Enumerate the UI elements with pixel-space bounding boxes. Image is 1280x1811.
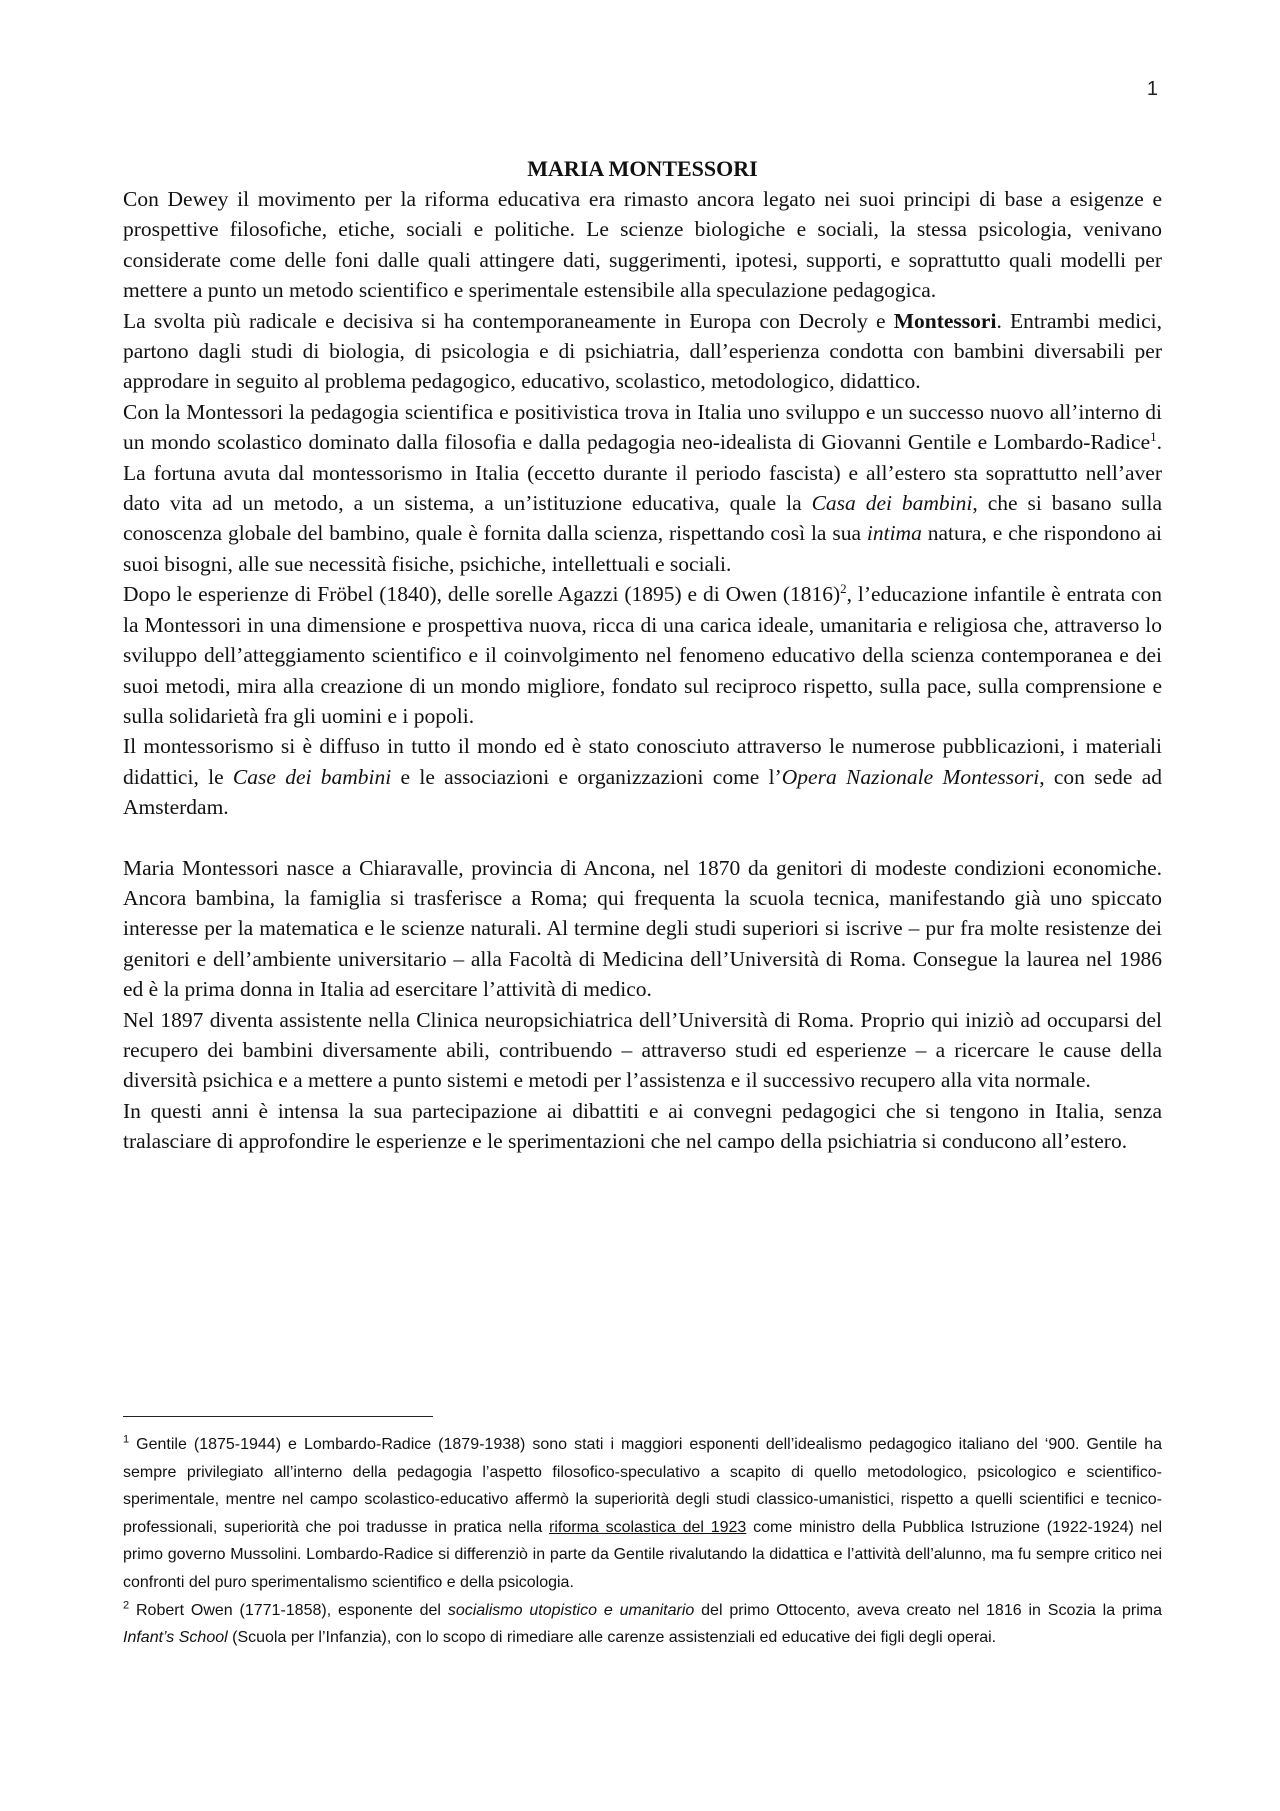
page-number: 1 [1146,78,1158,100]
reform-1923-link[interactable]: riforma scolastica del 1923 [549,1518,747,1536]
document-title: MARIA MONTESSORI [527,156,758,181]
paragraph-1: Con Dewey il movimento per la riforma educativa era rimasto ancora legato nei suoi principi di base a esigenze e prospettive filosofiche, etiche, sociali e politiche. Le scienze biologiche e sociali, la stessa psicologia, venivano considerate come delle foni dalle quali attingere dati, suggerimenti, ipotesi, supporti, e soprattutto quali modelli per mettere a punto un metodo scientifico e sperimentale estensibile alla speculazione pedagogica. [123,187,1162,303]
footnote-ref-2[interactable]: 2 [840,581,847,597]
footnote-separator [123,1416,433,1417]
paragraph-7: Nel 1897 diventa assistente nella Clinica neuropsichiatrica dell’Università di Roma. Proprio qui iniziò ad occuparsi del recupero dei bambini diversamente abili, contribuendo – attraverso studi ed esperienze – a ricercare le cause della diversità psichica e a mettere a punto sistemi e metodi per l’assistenza e il successivo recupero alla vita normale. [123,1007,1162,1093]
paragraph-6: Maria Montessori nasce a Chiaravalle, provincia di Ancona, nel 1870 da genitori di modeste condizioni economiche. Ancora bambina, la famiglia si trasferisce a Roma; qui frequenta la scuola tecnica, manifestando già uno spiccato interesse per la matematica e le scienze naturali. Al termine degli studi superiori si iscrive – pur fra molte resistenze dei genitori e dell’ambiente universitario – alla Facoltà di Medicina dell’Università di Roma. Consegue la laurea nel 1986 ed è la prima donna in Italia ad esercitare l’attività di medico. [123,855,1162,1002]
paragraph-4: Dopo le esperienze di Fröbel (1840), delle sorelle Agazzi (1895) e di Owen $(1816)^2$, l’educazione infantile è entrata con la Montessori in una dimensione e prospettiva nuova, ricca di una carica ideale, umanitaria e religiosa che, attraverso lo sviluppo dell’atteggiamento scientifico e il coinvolgimento nel fenomeno educativo della scienza contemporanea e dei suoi metodi, mira alla creazione di un mondo migliore, fondato sul reciproco rispetto, sulla pace, sulla comprensione e sulla solidarietà fra gli uomini e i popoli. [123,581,1163,728]
body-text [123,184,1162,1157]
paragraph-5: Il montessorismo si è diffuso in tutto il mondo ed è stato conosciuto attraverso le numerose pubblicazioni, i materiali didattici, le Case dei bambini e le associazioni e organizzazioni come l’Opera Nazionale Montessori, con sede ad Amsterdam. [123,734,1163,820]
paragraph-2: La svolta più radicale e decisiva si ha contemporaneamente in Europa con Decroly e Montessori. Entrambi medici, partono dagli studi di biologia, di psicologia e di psichiatria, dall’esperienza condotta con bambini diversabili per approdare in seguito al problema pedagogico, educativo, scolastico, metodologico, didattico. [123,308,1162,394]
paragraph-3: Con la Montessori la pedagogia scientifica e positivistica trova in Italia uno sviluppo e un successo nuovo all’interno di un mondo scolastico dominato dalla filosofia e dalla pedagogia neo-idealista di Giovanni Gentile e Lombardo-Radice$^1$. La fortuna avuta dal montessorismo in Italia (eccetto durante il periodo fascista) e all’estero sta soprattutto nell’aver dato vita ad un metodo, a un sistema, a un’istituzione educativa, quale la Casa dei bambini, che si basano sulla conoscenza globale del bambino, quale è fornita dalla scienza, rispettando così la sua intima natura, e che rispondono ai suoi bisogni, alle sue necessità fisiche, psichiche, intellettuali e sociali. [123,399,1162,576]
footnote-1: $^1$ Gentile (1875-1944) e Lombardo-Radice (1879-1938) sono stati i maggiori esponenti dell’idealismo pedagogico italiano del ‘900. Gentile ha sempre privilegiato all’interno della pedagogia l’aspetto filosofico-speculativo a scapito di quello metodologico, psicologico e scientifico-sperimentale, mentre nel campo scolastico-educativo affermò la superiorità degli studi classico-umanistici, rispetto a quelli scientifici e tecnico-professionali, superiorità che poi tradusse in pratica nella riforma scolastica del 1923 come ministro della Pubblica Istruzione (1922-1924) nel primo governo Mussolini. Lombardo-Radice si differenziò in parte da Gentile rivalutando la didattica e l’attività dell’alunno, ma fu sempre critico nei confronti del puro sperimentalismo scientifico e della psicologia. [123,1433,1163,1591]
footnote-ref-1[interactable]: 1 [1150,429,1157,445]
montessori-bold: Montessori [893,308,997,333]
footnote-2: $^2$ Robert Owen (1771-1858), esponente del socialismo utopistico e umanitario del primo Ottocento, aveva creato nel 1816 in Scozia la prima Infant’s School (Scuola per l’Infanzia), con lo scopo di rimediare alle carenze assistenziali ed educative dei figli degli operai. [123,1599,1163,1647]
paragraph-8: In questi anni è intensa la sua partecipazione ai dibattiti e ai convegni pedagogici che si tengono in Italia, senza tralasciare di approfondire le esperienze e le sperimentazioni che nel campo della psichiatria si conducono all’estero. [123,1098,1162,1154]
footnotes [123,1431,1162,1652]
